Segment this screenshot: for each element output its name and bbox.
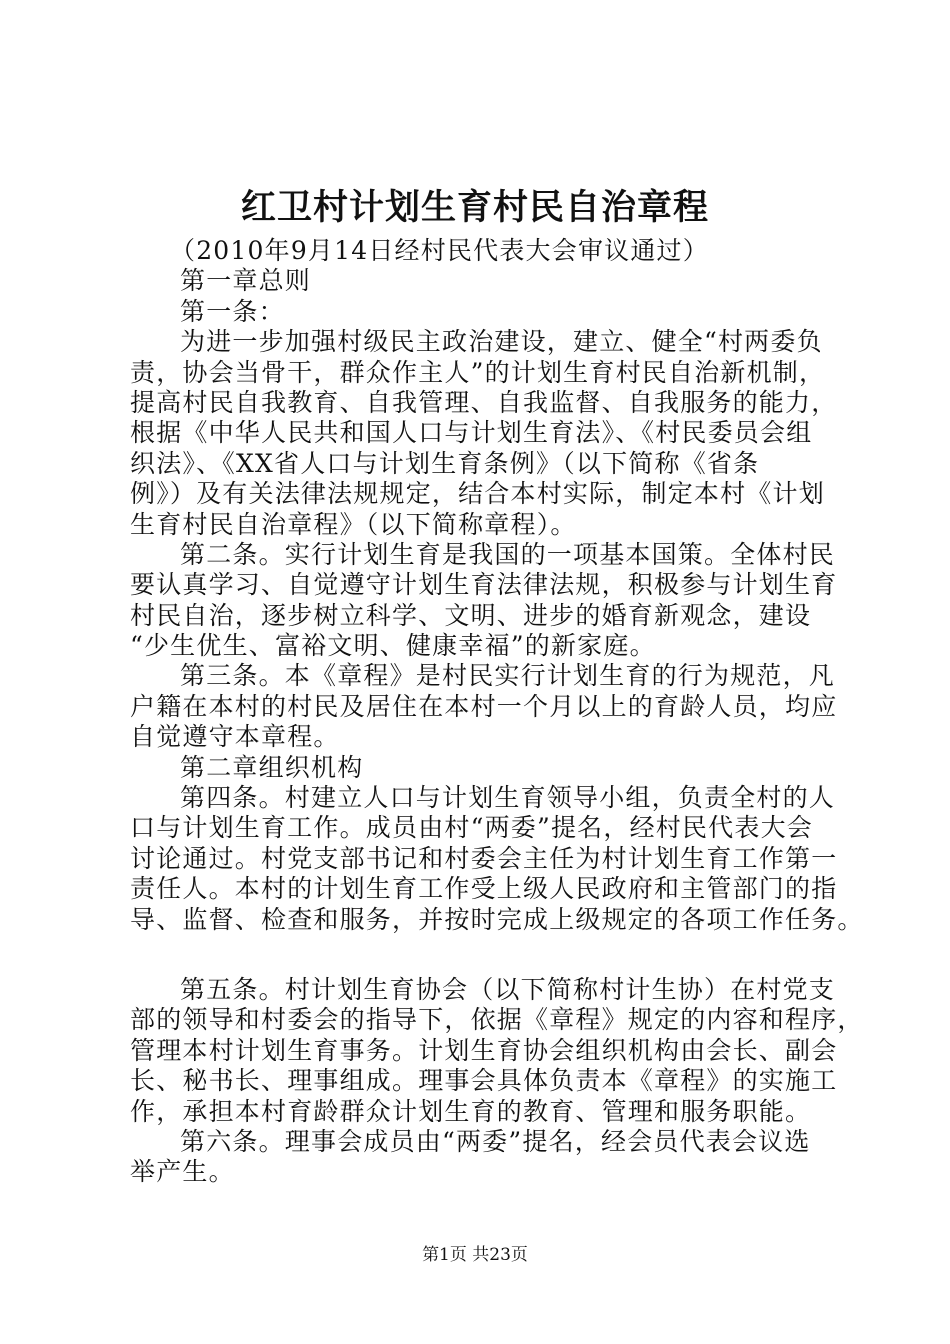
article1-line: 生育村民自治章程》（以下简称章程）。 xyxy=(130,509,577,539)
chapter-heading: 第二章组织机构 xyxy=(180,752,364,782)
article5-line: 部的领导和村委会的指导下，依据《章程》规定的内容和程序， xyxy=(130,1005,864,1035)
article4-line: 讨论通过。村党支部书记和村委会主任为村计划生育工作第一 xyxy=(130,843,838,873)
article2-line: “少生优生、富裕文明、健康幸福”的新家庭。 xyxy=(130,631,656,661)
article4-line: 责任人。本村的计划生育工作受上级人民政府和主管部门的指 xyxy=(130,874,838,904)
page-footer: 第1页 共23页 xyxy=(422,1245,528,1265)
article4-line: 导、监督、检查和服务，并按时完成上级规定的各项工作任务。 xyxy=(130,904,864,934)
article5-line: 作，承担本村育龄群众计划生育的教育、管理和服务职能。 xyxy=(130,1096,812,1126)
article4-line: 口与计划生育工作。成员由村“两委”提名，经村民代表大会 xyxy=(130,813,813,843)
paragraph-spacer xyxy=(130,935,830,975)
article1-line: 例》）及有关法律法规规定，结合本村实际，制定本村《计划 xyxy=(130,479,825,509)
article3-line: 户籍在本村的村民及居住在本村一个月以上的育龄人员，均应 xyxy=(130,691,838,721)
article4-line: 第四条。村建立人口与计划生育领导小组，负责全村的人 xyxy=(180,783,836,813)
article5-line: 第五条。村计划生育协会（以下简称村计生协）在村党支 xyxy=(180,974,836,1004)
article1-line: 提高村民自我教育、自我管理、自我监督、自我服务的能力， xyxy=(130,387,838,417)
article5-line: 长、秘书长、理事组成。理事会具体负责本《章程》的实施工 xyxy=(130,1066,838,1096)
article6-line: 举产生。 xyxy=(130,1157,235,1187)
article1-line: 责，协会当骨干，群众作主人”的计划生育村民自治新机制， xyxy=(130,357,826,387)
document-body xyxy=(130,236,864,1188)
article5-line: 管理本村计划生育事务。计划生育协会组织机构由会长、副会 xyxy=(130,1035,838,1065)
article2-line: 村民自治，逐步树立科学、文明、进步的婚育新观念，建设 xyxy=(130,600,812,630)
article1-line: 为进一步加强村级民主政治建设，建立、健全“村两委负 xyxy=(180,327,823,357)
article1-line: 织法》、《XX省人口与计划生育条例》（以下简称《省条 xyxy=(130,448,760,478)
article2-line: 第二条。实行计划生育是我国的一项基本国策。全体村民 xyxy=(180,539,836,569)
article1-line: 根据《中华人民共和国人口与计划生育法》、《村民委员会组 xyxy=(130,418,813,448)
document-title: 红卫村计划生育村民自治章程 xyxy=(240,187,709,228)
article-heading: 第一条： xyxy=(180,296,285,326)
article3-line: 第三条。本《章程》是村民实行计划生育的行为规范，凡 xyxy=(180,661,836,691)
article3-line: 自觉遵守本章程。 xyxy=(130,722,340,752)
article2-line: 要认真学习、自觉遵守计划生育法律法规，积极参与计划生育 xyxy=(130,570,838,600)
chapter-heading: 第一章总则 xyxy=(180,266,312,296)
document-subtitle: （2010年9月14日经村民代表大会审议通过） xyxy=(170,236,709,265)
article6-line: 第六条。理事会成员由“两委”提名，经会员代表会议选 xyxy=(180,1126,811,1156)
